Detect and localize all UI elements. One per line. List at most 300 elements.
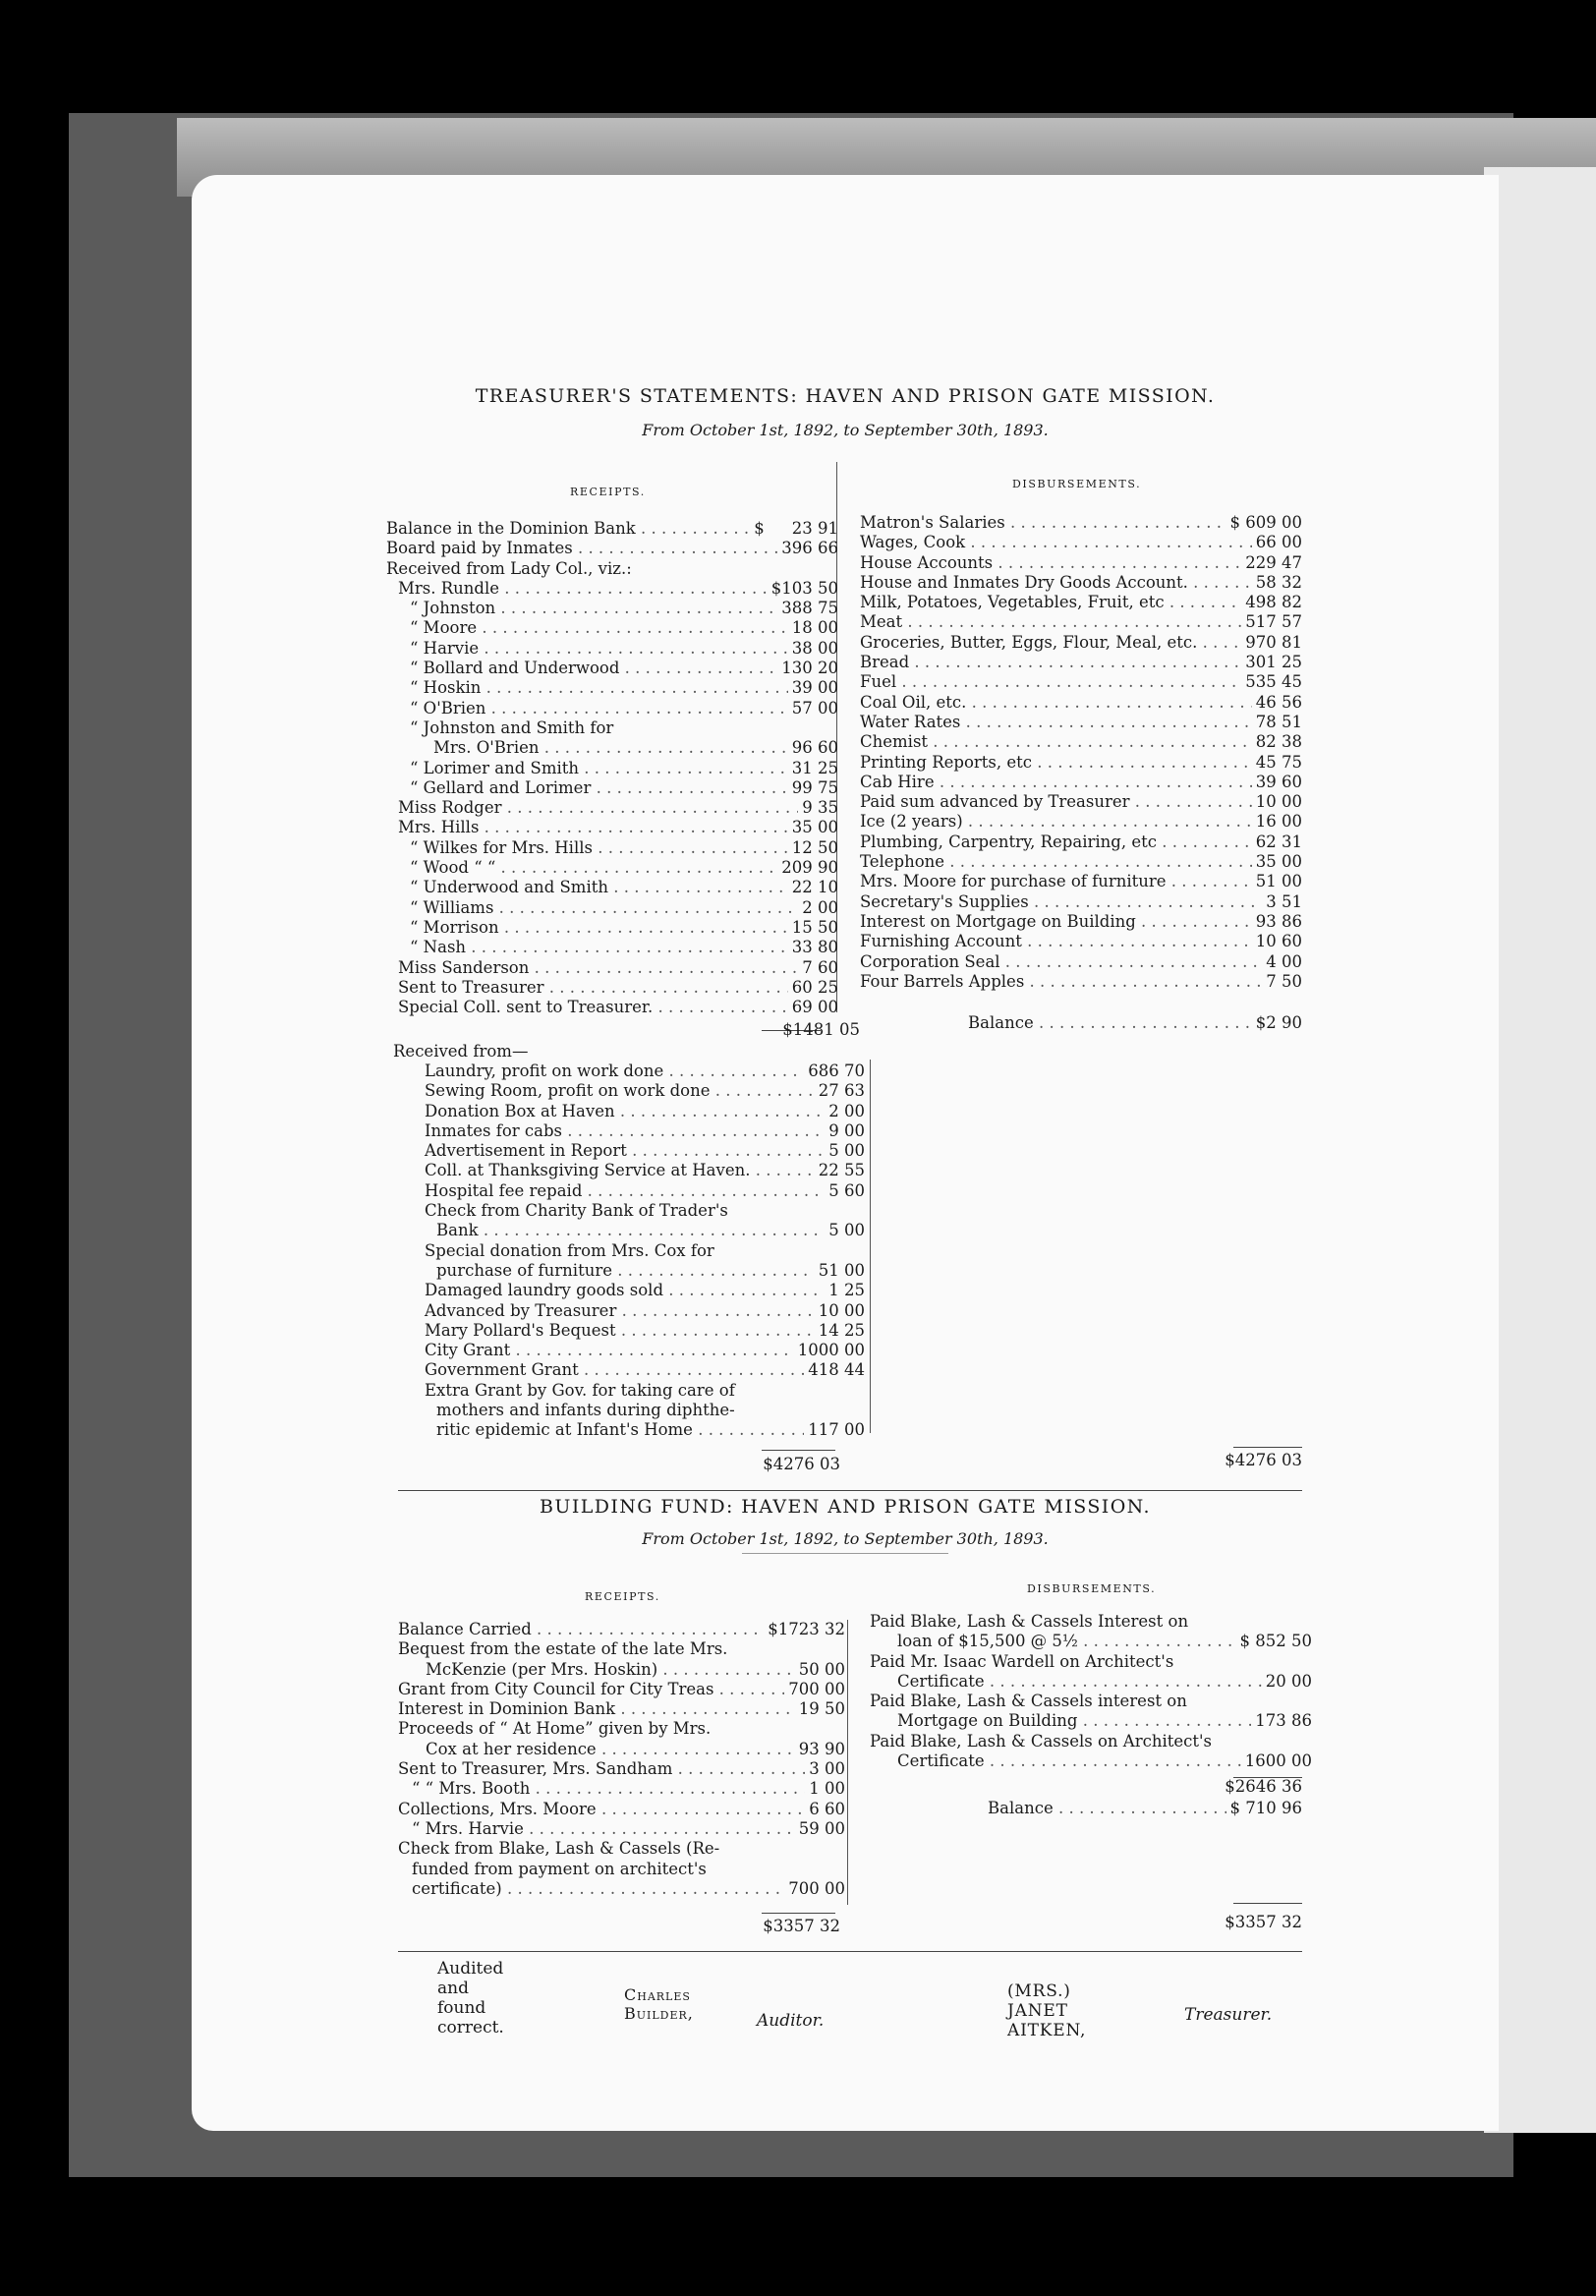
ledger-row — [860, 812, 1302, 832]
ledger-label: Grant from City Council for City Treas . . . — [398, 1680, 784, 1699]
ledger-label: “ Johnston . . . — [386, 599, 777, 618]
ledger-label: Plumbing, Carpentry, Repairing, etc . . . — [860, 832, 1252, 852]
ledger-row — [860, 672, 1302, 692]
building-total-rule — [1233, 1903, 1302, 1904]
balance-label: Balance . . . — [968, 1013, 1252, 1033]
ledger-label: Collections, Mrs. Moore . . . — [398, 1800, 805, 1819]
ledger-row — [413, 1261, 865, 1281]
ledger-row — [870, 1692, 1312, 1711]
ledger-amount — [841, 1839, 845, 1859]
ledger-row — [870, 1672, 1312, 1692]
ledger-row — [398, 1879, 845, 1899]
ledger-amount — [1308, 1612, 1312, 1632]
ledger-label: “ Lorimer and Smith . . . — [386, 759, 788, 778]
ledger-amount: 39 00 — [791, 678, 838, 698]
ledger-row — [413, 1321, 865, 1341]
ledger-amount — [834, 718, 838, 738]
ledger-amount — [861, 1381, 865, 1401]
ledger-row — [413, 1141, 865, 1161]
ledger-amount: 2 00 — [802, 897, 838, 917]
ledger-row — [386, 539, 838, 558]
ledger-row — [870, 1652, 1312, 1672]
ledger-label: Interest in Dominion Bank . . . — [398, 1699, 795, 1719]
ledger-label: “ Wood “ “ . . . — [386, 858, 777, 878]
ledger-amount: 99 75 — [791, 777, 838, 797]
ledger-amount: 22 55 — [818, 1161, 865, 1180]
treasurer-signature-title: Treasurer. — [1184, 2005, 1273, 2025]
ledger-label: Telephone . . . — [860, 852, 1252, 872]
received-from-heading: Received from— — [393, 1042, 529, 1061]
ledger-amount: 229 47 — [1245, 552, 1302, 572]
ledger-amount: 15 50 — [791, 917, 838, 937]
ledger-amount: 66 00 — [1255, 533, 1302, 552]
ledger-amount: 35 00 — [1255, 852, 1302, 872]
ledger-amount: 4 00 — [1266, 951, 1302, 971]
ledger-amount: 1600 00 — [1244, 1751, 1312, 1771]
treasurer-title: TREASURER'S STATEMENTS: HAVEN AND PRISON GATE MISSION. — [475, 385, 1216, 407]
ledger-row — [870, 1632, 1312, 1651]
ledger-label: Cab Hire . . . — [860, 773, 1252, 792]
ledger-row — [386, 579, 838, 599]
ledger-label: Board paid by Inmates . . . — [386, 539, 777, 558]
ledger-label: funded from payment on architect's — [412, 1859, 707, 1878]
ledger-amount: $ 609 00 — [1229, 513, 1302, 532]
ledger-amount: 535 45 — [1245, 672, 1302, 692]
ledger-label: ritic epidemic at Infant's Home . . . — [413, 1420, 804, 1440]
ledger-amount: 3 00 — [809, 1759, 845, 1779]
ledger-row — [860, 892, 1302, 912]
ledger-label: Paid Blake, Lash & Cassels Interest on — [870, 1612, 1189, 1631]
ledger-amount: 27 63 — [818, 1081, 865, 1101]
ledger-label: Proceeds of “ At Home” given by Mrs. — [398, 1719, 712, 1739]
ledger-amount — [841, 1639, 845, 1659]
ledger-label: Mrs. Moore for purchase of furniture . . . — [860, 872, 1252, 891]
building-title: BUILDING FUND: HAVEN AND PRISON GATE MISSION. — [540, 1496, 1151, 1518]
ledger-label: “ Williams . . . — [386, 898, 798, 918]
ledger-amount: 57 00 — [791, 698, 838, 718]
ledger-row — [386, 639, 838, 659]
ledger-label: City Grant . . . — [413, 1341, 794, 1360]
ledger-label: Mortgage on Building . . . — [870, 1711, 1251, 1731]
ledger-label: House Accounts . . . — [860, 553, 1241, 573]
ledger-label: Furnishing Account . . . — [860, 932, 1252, 951]
treasurer-balance-wrap — [968, 1013, 1302, 1033]
ledger-label: “ Morrison . . . — [386, 918, 788, 938]
ledger-amount: 5 00 — [828, 1141, 865, 1161]
ledger-label: Advertisement in Report . . . — [413, 1141, 825, 1161]
ledger-row — [413, 1281, 865, 1300]
ledger-row — [860, 553, 1302, 573]
ledger-label: Special donation from Mrs. Cox for — [425, 1240, 714, 1260]
ledger-label: Miss Rodger . . . — [386, 798, 798, 818]
auditor-title: Auditor. — [757, 2011, 825, 2031]
ledger-label: purchase of furniture . . . — [413, 1261, 815, 1281]
ledger-label: Donation Box at Haven . . . — [413, 1102, 825, 1121]
ledger-amount — [861, 1401, 865, 1420]
treasurer-receipts-total: $4276 03 — [763, 1455, 840, 1473]
ledger-row — [860, 732, 1302, 752]
ledger-label: Paid Blake, Lash & Cassels interest on — [870, 1692, 1187, 1711]
ledger-row — [413, 1401, 865, 1420]
ledger-row — [413, 1301, 865, 1321]
ledger-row — [413, 1201, 865, 1221]
ledger-amount: 388 75 — [781, 599, 838, 618]
ledger-amount: 23 91 — [791, 519, 838, 538]
ledger-label: Advanced by Treasurer . . . — [413, 1301, 815, 1321]
ledger-amount — [861, 1201, 865, 1221]
column-divider-lower — [870, 1060, 871, 1433]
ledger-label: mothers and infants during diphthe- — [436, 1401, 735, 1420]
ledger-row — [386, 759, 838, 778]
ledger-row — [413, 1121, 865, 1141]
ledger-row — [386, 718, 838, 738]
ledger-amount: 7 50 — [1266, 971, 1302, 991]
ledger-amount — [841, 1860, 845, 1879]
subtitle-rule — [742, 1553, 948, 1554]
ledger-label: Mrs. O'Brien . . . — [386, 738, 788, 758]
ledger-amount: 38 00 — [791, 638, 838, 658]
ledger-label: loan of $15,500 @ 5½ . . . — [870, 1632, 1236, 1651]
ledger-amount — [841, 1719, 845, 1739]
ledger-amount: 51 00 — [1255, 872, 1302, 891]
ledger-row — [860, 693, 1302, 713]
ledger-row — [860, 912, 1302, 932]
ledger-row — [860, 832, 1302, 852]
ledger-row — [386, 699, 838, 718]
ledger-row — [413, 1420, 865, 1440]
ledger-row — [860, 513, 1302, 533]
ledger-row — [386, 998, 838, 1017]
ledger-amount: $ 852 50 — [1239, 1632, 1312, 1651]
ledger-row — [398, 1800, 845, 1819]
ledger-label: Check from Blake, Lash & Cassels (Re- — [398, 1839, 720, 1859]
building-receipts-heading: RECEIPTS. — [585, 1590, 660, 1603]
ledger-row — [860, 633, 1302, 653]
ledger-label: Balance in the Dominion Bank . . . — [386, 519, 750, 539]
ledger-amount: 1000 00 — [797, 1341, 865, 1360]
ledger-amount: 22 10 — [791, 878, 838, 897]
ledger-label: Government Grant . . . — [413, 1360, 804, 1380]
ledger-row — [860, 593, 1302, 612]
ledger-row — [860, 952, 1302, 972]
ledger-amount: 173 86 — [1255, 1711, 1312, 1731]
ledger-label: Paid sum advanced by Treasurer . . . — [860, 792, 1252, 812]
ledger-amount: 31 25 — [791, 758, 838, 777]
ledger-row — [386, 878, 838, 897]
ledger-label: Certificate . . . — [870, 1672, 1262, 1692]
ledger-amount: 93 90 — [798, 1739, 845, 1758]
ledger-row — [860, 573, 1302, 593]
ledger-amount: 1 00 — [809, 1779, 845, 1799]
ledger-row — [398, 1839, 845, 1859]
ledger-label: Bank . . . — [413, 1221, 825, 1240]
ledger-label: Sent to Treasurer, Mrs. Sandham . . . — [398, 1759, 805, 1779]
ledger-label: Paid Mr. Isaac Wardell on Architect's — [870, 1651, 1174, 1671]
ledger-amount: $103 50 — [770, 578, 838, 598]
ledger-label: “ Nash . . . — [386, 938, 788, 957]
ledger-label: “ Bollard and Underwood . . . — [386, 659, 777, 678]
ledger-label: “ Hoskin . . . — [386, 678, 788, 698]
ledger-label: “ “ Mrs. Booth . . . — [398, 1779, 805, 1799]
ledger-label: Coal Oil, etc. . . . — [860, 693, 1252, 713]
audit-note: Audited and found correct. — [437, 1959, 504, 2038]
ledger-label: Hospital fee repaid . . . — [413, 1181, 825, 1201]
ledger-label: Four Barrels Apples . . . — [860, 972, 1262, 992]
ledger-amount: 9 00 — [828, 1120, 865, 1140]
ledger-row — [870, 1732, 1312, 1751]
ledger-amount: 62 31 — [1255, 832, 1302, 851]
receipts-total-rule — [762, 1450, 835, 1451]
ledger-amount — [834, 559, 838, 579]
ledger-amount: 96 60 — [791, 738, 838, 758]
treasurer-name: (MRS.) JANET AITKEN, — [1007, 1981, 1087, 2040]
ledger-row — [413, 1341, 865, 1360]
ledger-amount: 10 00 — [1255, 792, 1302, 812]
building-receipts-total: $3357 32 — [763, 1917, 840, 1935]
ledger-row — [398, 1860, 845, 1879]
ledger-row — [413, 1181, 865, 1201]
ledger-label: Ice (2 years) . . . — [860, 812, 1252, 832]
ledger-amount: 60 25 — [791, 977, 838, 997]
ledger-amount: 498 82 — [1245, 593, 1302, 612]
ledger-amount: 51 00 — [818, 1260, 865, 1280]
ledger-row — [386, 918, 838, 938]
treasurer-receipts-heading: RECEIPTS. — [570, 486, 646, 498]
ledger-currency: $ — [754, 519, 765, 538]
ledger-label: Groceries, Butter, Eggs, Flour, Meal, etc. . . . — [860, 633, 1241, 653]
ledger-row — [386, 838, 838, 858]
ledger-row — [870, 1612, 1312, 1632]
ledger-label: “ Mrs. Harvie . . . — [398, 1819, 795, 1839]
ledger-label: House and Inmates Dry Goods Account. . . . — [860, 573, 1252, 593]
ledger-label: Chemist . . . — [860, 732, 1252, 752]
ledger-row — [413, 1360, 865, 1380]
ledger-row — [398, 1639, 845, 1659]
treasurer-disbursements-heading: DISBURSEMENTS. — [1012, 478, 1142, 490]
building-balance-wrap — [988, 1799, 1302, 1818]
ledger-label: certificate) . . . — [398, 1879, 784, 1899]
building-receipts-list — [398, 1620, 845, 1899]
ledger-row — [386, 778, 838, 798]
ledger-amount: 517 57 — [1245, 612, 1302, 632]
document-page — [192, 175, 1499, 2131]
ledger-row — [860, 533, 1302, 552]
ledger-amount: 10 00 — [818, 1300, 865, 1320]
ledger-row — [860, 852, 1302, 872]
building-disbursements-total: $3357 32 — [1225, 1913, 1302, 1931]
received-from-heading-wrap — [393, 1042, 688, 1062]
ledger-amount: 686 70 — [808, 1062, 865, 1080]
ledger-row — [386, 958, 838, 978]
ledger-row — [413, 1221, 865, 1240]
ledger-amount: 3 51 — [1266, 891, 1302, 911]
ledger-amount — [1308, 1692, 1312, 1711]
ledger-row — [860, 872, 1302, 891]
ledger-row — [398, 1680, 845, 1699]
ledger-row — [398, 1779, 845, 1799]
ledger-row — [860, 932, 1302, 951]
ledger-row — [413, 1161, 865, 1180]
ledger-label: “ Moore . . . — [386, 618, 788, 638]
ledger-label: Mrs. Hills . . . — [386, 818, 788, 837]
ledger-row — [386, 559, 838, 579]
ledger-amount: 33 80 — [791, 938, 838, 957]
auditor-name: Charles Builder, — [624, 1985, 694, 2023]
building-disbursements-heading: DISBURSEMENTS. — [1027, 1582, 1157, 1595]
ledger-row — [398, 1740, 845, 1759]
ledger-amount: 130 20 — [781, 659, 838, 678]
ledger-label: Received from Lady Col., viz.: — [386, 558, 632, 578]
ledger-row — [386, 938, 838, 957]
ledger-row — [860, 653, 1302, 672]
ledger-label: Printing Reports, etc . . . — [860, 753, 1252, 773]
ledger-row — [870, 1711, 1312, 1731]
ledger-label: “ O'Brien . . . — [386, 699, 788, 718]
treasurer-disbursements-total: $4276 03 — [1225, 1451, 1302, 1469]
ledger-amount: 45 75 — [1255, 752, 1302, 772]
building-balance-amount: $ 710 96 — [1229, 1799, 1302, 1817]
ledger-row — [398, 1759, 845, 1779]
ledger-label: Meat . . . — [860, 612, 1241, 632]
ledger-row — [860, 792, 1302, 812]
building-disbursements-subtotal: $2646 36 — [1225, 1777, 1302, 1796]
ledger-amount: 117 00 — [808, 1420, 865, 1440]
ledger-amount: 396 66 — [781, 539, 838, 558]
ledger-row — [386, 519, 838, 539]
ledger-row — [398, 1699, 845, 1719]
ledger-amount: 18 00 — [791, 618, 838, 638]
ledger-amount — [1308, 1732, 1312, 1751]
ledger-amount: 700 00 — [788, 1878, 845, 1898]
ledger-row — [398, 1660, 845, 1680]
ledger-label: Miss Sanderson . . . — [386, 958, 798, 978]
treasurer-receipts-list — [386, 519, 838, 1017]
ledger-label: “ Johnston and Smith for — [410, 718, 614, 737]
ledger-label: Special Coll. sent to Treasurer. . . . — [386, 998, 788, 1017]
ledger-amount: 78 51 — [1255, 712, 1302, 731]
balance-amount: $2 90 — [1255, 1013, 1302, 1032]
ledger-row — [870, 1751, 1312, 1771]
ledger-amount: $1723 32 — [768, 1620, 845, 1638]
ledger-amount: 16 00 — [1255, 812, 1302, 832]
ledger-row — [413, 1102, 865, 1121]
ledger-amount: 10 60 — [1255, 932, 1302, 951]
ledger-amount: 12 50 — [791, 837, 838, 857]
ledger-amount: 418 44 — [808, 1360, 865, 1380]
ledger-row — [413, 1241, 865, 1261]
ledger-row — [860, 753, 1302, 773]
ledger-label: Fuel . . . — [860, 672, 1241, 692]
ledger-row — [860, 612, 1302, 632]
ledger-row — [386, 978, 838, 998]
ledger-label: Corporation Seal . . . — [860, 952, 1262, 972]
building-column-divider — [847, 1620, 848, 1905]
ledger-amount: 14 25 — [818, 1320, 865, 1340]
ledger-label: Coll. at Thanksgiving Service at Haven. . . . — [413, 1161, 815, 1180]
ledger-row — [413, 1062, 865, 1081]
ledger-row — [386, 858, 838, 878]
building-disbursements-list — [870, 1612, 1312, 1771]
ledger-amount: 69 00 — [791, 998, 838, 1017]
ledger-amount: 209 90 — [781, 858, 838, 878]
ledger-amount: 5 00 — [828, 1221, 865, 1240]
ledger-amount: 301 25 — [1245, 653, 1302, 672]
ledger-amount: 9 35 — [802, 798, 838, 818]
ledger-amount — [861, 1241, 865, 1261]
ledger-label: Mrs. Rundle . . . — [386, 579, 768, 599]
building-balance-label: Balance . . . — [988, 1799, 1226, 1818]
ledger-amount: 700 00 — [788, 1679, 845, 1698]
ledger-row — [860, 713, 1302, 732]
building-receipts-total-rule — [762, 1913, 835, 1914]
ledger-row — [398, 1719, 845, 1739]
ledger-amount: 46 56 — [1255, 692, 1302, 712]
building-subtitle: From October 1st, 1892, to September 30th, 1893. — [642, 1529, 1049, 1548]
ledger-row — [413, 1381, 865, 1401]
ledger-label: Laundry, profit on work done . . . — [413, 1062, 804, 1081]
ledger-amount: 35 00 — [791, 818, 838, 837]
ledger-row — [386, 678, 838, 698]
ledger-amount — [1308, 1652, 1312, 1672]
ledger-label: Bread . . . — [860, 653, 1241, 672]
ledger-label: McKenzie (per Mrs. Hoskin) . . . — [398, 1660, 795, 1680]
treasurer-subtitle: From October 1st, 1892, to September 30th, 1893. — [642, 421, 1049, 439]
ledger-amount: 39 60 — [1255, 772, 1302, 791]
ledger-row — [386, 818, 838, 837]
ledger-row — [386, 738, 838, 758]
ledger-amount: 50 00 — [798, 1659, 845, 1679]
ledger-amount: 1 25 — [828, 1281, 865, 1300]
ledger-label: Water Rates . . . — [860, 713, 1252, 732]
ledger-label: Milk, Potatoes, Vegetables, Fruit, etc . . . — [860, 593, 1241, 612]
ledger-amount: 7 60 — [802, 957, 838, 977]
ledger-label: Matron's Salaries . . . — [860, 513, 1226, 533]
ledger-label: Paid Blake, Lash & Cassels on Architect's — [870, 1731, 1213, 1751]
ledger-amount: 2 00 — [828, 1101, 865, 1120]
ledger-row — [386, 599, 838, 618]
adjacent-page-strip — [1484, 167, 1596, 2133]
ledger-amount: 970 81 — [1245, 632, 1302, 652]
ledger-row — [413, 1081, 865, 1101]
ledger-label: “ Harvie . . . — [386, 639, 788, 659]
ledger-label: Inmates for cabs . . . — [413, 1121, 825, 1141]
ledger-row — [386, 898, 838, 918]
ledger-label: Bequest from the estate of the late Mrs. — [398, 1639, 728, 1659]
ledger-amount: 6 60 — [809, 1799, 845, 1818]
treasurer-receipts-subtotal: $1481 05 — [782, 1020, 860, 1039]
footer-rule — [398, 1951, 1302, 1952]
ledger-label: Secretary's Supplies . . . — [860, 892, 1262, 912]
ledger-row — [860, 773, 1302, 792]
disbursements-total-rule — [1233, 1447, 1302, 1448]
ledger-label: Mary Pollard's Bequest . . . — [413, 1321, 815, 1341]
ledger-amount: 5 60 — [828, 1180, 865, 1200]
ledger-row — [860, 972, 1302, 992]
ledger-label: Check from Charity Bank of Trader's — [425, 1201, 728, 1221]
ledger-label: Interest on Mortgage on Building . . . — [860, 912, 1252, 932]
ledger-label: “ Underwood and Smith . . . — [386, 878, 788, 897]
ledger-amount: 19 50 — [798, 1699, 845, 1719]
ledger-row — [386, 618, 838, 638]
ledger-label: Cox at her residence . . . — [398, 1740, 795, 1759]
ledger-amount: 82 38 — [1255, 732, 1302, 752]
ledger-row — [398, 1819, 845, 1839]
ledger-label: Extra Grant by Gov. for taking care of — [425, 1380, 735, 1400]
ledger-label: Sewing Room, profit on work done . . . — [413, 1081, 815, 1101]
ledger-label: Damaged laundry goods sold . . . — [413, 1281, 825, 1300]
ledger-row — [386, 798, 838, 818]
treasurer-disbursements-list — [860, 513, 1302, 992]
